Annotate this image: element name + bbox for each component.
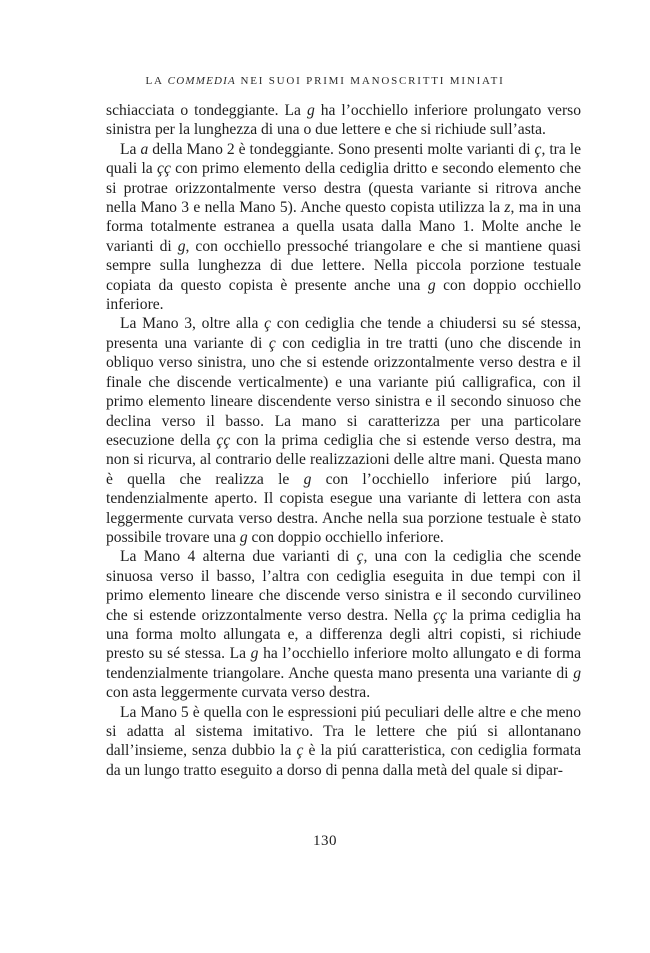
italic-letter: g bbox=[573, 664, 581, 682]
running-head-title-italic: COMMEDIA bbox=[167, 75, 236, 87]
running-head-after: NEI SUOI PRIMI MANOSCRITTI MINIATI bbox=[235, 75, 505, 87]
paragraph bbox=[106, 314, 581, 547]
text-run: della Mano 2 è tondeggiante. Sono presenti molte varianti di bbox=[148, 140, 535, 158]
text-run: ha l’occhiello inferiore prolungato verso sinistra per la lunghezza di una o due lettere e che si richiude sull’asta. bbox=[106, 102, 582, 139]
italic-letter: ç bbox=[268, 334, 276, 352]
italic-letter: çç bbox=[157, 160, 171, 178]
italic-letter: a bbox=[140, 140, 149, 158]
paragraph bbox=[106, 547, 581, 702]
text-run: con l’occhiello inferiore piú largo, tendenzialmente aperto. Il copista esegue una variante di lettera con asta leggermente curvata verso destra. Anche nella sua porzione testuale è stato possibile trovare una bbox=[106, 470, 581, 546]
paragraph bbox=[106, 101, 581, 140]
italic-letter: ç bbox=[264, 315, 272, 333]
page-number: 130 bbox=[313, 833, 337, 849]
italic-letter: ç bbox=[534, 140, 542, 158]
running-head-before: LA bbox=[145, 75, 168, 87]
italic-letter: çç bbox=[216, 431, 231, 449]
italic-letter: g bbox=[427, 276, 436, 294]
text-run: con primo elemento della cediglia dritto e secondo elemento che si protrae orizzontalmente verso destra (questa variante si ritrova anche nella Mano 3 e nella Mano 5). Anche questo copista utilizza la bbox=[106, 160, 581, 217]
body-text bbox=[106, 101, 581, 780]
italic-letter: g bbox=[303, 470, 312, 488]
text-run: con la prima cediglia che si estende verso destra, ma non si ricurva, al contrario delle realizzazioni delle altre mani. Questa mano è quella che realizza le bbox=[106, 431, 581, 488]
text-run: , con occhiello pressoché triangolare e che si mantiene quasi sempre sulla lunghezza di due lettere. Nella piccola porzione testuale copiata da questo copista è presente anche una bbox=[106, 237, 582, 294]
italic-letter: ç bbox=[356, 548, 364, 566]
text-run: , ma in una forma totalmente estranea a quella usata dalla Mano 1. Molte anche le varianti di bbox=[106, 199, 581, 255]
italic-letter: ç bbox=[296, 742, 304, 760]
text-run: La bbox=[120, 140, 141, 158]
italic-letter: çç bbox=[433, 606, 447, 624]
text-run: con cediglia in tre tratti (uno che discende in obliquo verso sinistra, uno che si estende orizzontalmente verso destra e il finale che discende verticalmente) e una variante piú calligrafica, con il primo elemento lineare discendente verso sinistra e il secondo sinuoso che declina verso il basso. La mano si caratterizza per una particolare esecuzione della bbox=[106, 334, 582, 449]
text-run: con doppio occhiello inferiore. bbox=[247, 528, 444, 546]
italic-letter: g bbox=[250, 645, 259, 663]
text-run: , una con la cediglia che scende sinuosa verso il basso, l’altra con cediglia eseguita in due tempi con il primo elemento lineare che discende verso sinistra e il secondo curvilineo che si estende orizzontalmente verso destra. Nella bbox=[106, 548, 581, 624]
italic-letter: z bbox=[504, 199, 511, 217]
paragraph bbox=[106, 703, 581, 781]
text-run: schiacciata o tondeggiante. La bbox=[106, 102, 307, 119]
text-run: con asta leggermente curvata verso destra. bbox=[106, 684, 371, 702]
running-head bbox=[0, 75, 650, 87]
italic-letter: g bbox=[177, 237, 186, 255]
text-run: la prima cediglia ha una forma molto allungata e, a differenza degli altri copisti, si richiude presto su sé stessa. La bbox=[106, 606, 581, 663]
text-run: La Mano 4 alterna due varianti di bbox=[120, 548, 357, 566]
paragraph bbox=[106, 140, 581, 315]
italic-letter: g bbox=[239, 528, 248, 546]
text-run: con doppio occhiello inferiore. bbox=[106, 276, 581, 314]
text-run: con cediglia che tende a chiudersi su sé stessa, presenta una variante di bbox=[106, 315, 581, 352]
text-run: La Mano 3, oltre alla bbox=[120, 315, 265, 333]
text-run: La Mano 5 è quella con le espressioni piú peculiari delle altre e che meno si adatta al sistema imitativo. Tra le lettere che piú si allontanano dall’insieme, senza dubbio la bbox=[106, 703, 581, 760]
text-run: è la piú caratteristica, con cediglia formata da un lungo tratto eseguito a dorso di penna dalla metà del quale si dipar- bbox=[106, 742, 581, 779]
text-run: , tra le quali la bbox=[106, 140, 581, 178]
italic-letter: g bbox=[306, 102, 315, 119]
text-run: ha l’occhiello inferiore molto allungato e di forma tendenzialmente triangolare. Anche questa mano presenta una variante di bbox=[106, 645, 581, 682]
